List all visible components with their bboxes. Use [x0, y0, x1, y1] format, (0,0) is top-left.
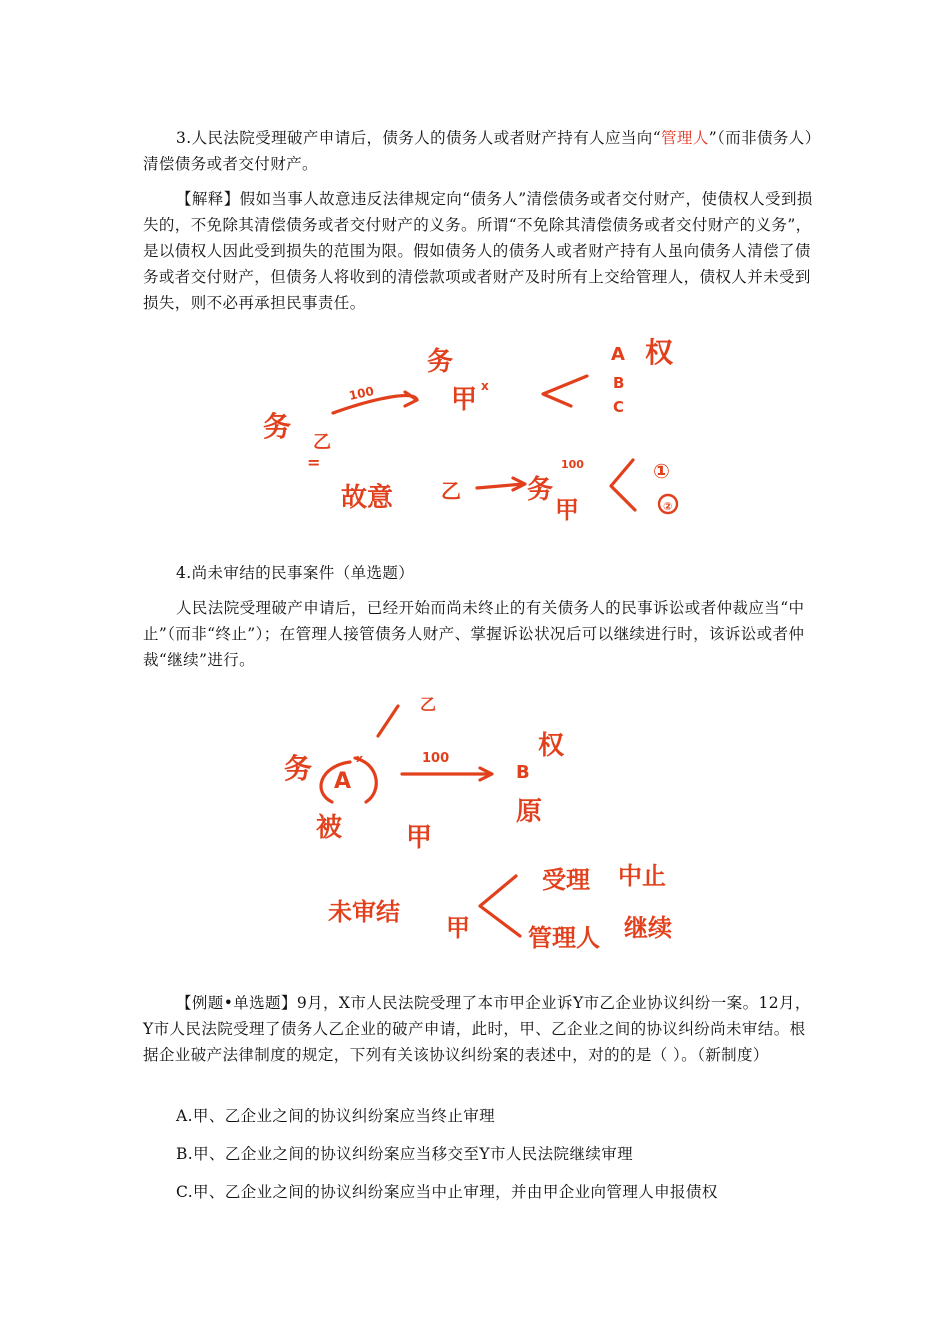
sketch2-jixu: 继续 [624, 914, 672, 942]
sketch1-two: ② [663, 500, 673, 513]
sketch2-B: B [516, 762, 530, 783]
sketch2-weishenjie: 未审结 [328, 898, 400, 926]
sketch2-shouli: 受理 [542, 866, 590, 894]
sketch2-yuan: 原 [516, 797, 543, 827]
section-3-suffix: ”（而非债务人）清偿债务或者交付财产。 [143, 129, 813, 173]
section-4-title: 4.尚未审结的民事案件（单选题） [176, 564, 415, 582]
section-3-paragraph [143, 125, 813, 177]
sketch2-A: A [334, 769, 352, 794]
sketch1-eq: = [307, 453, 321, 472]
sketch1-yi2: 乙 [441, 479, 461, 503]
sketch2-jia2: 甲 [446, 914, 470, 942]
sketch2-zhongzhi: 中止 [618, 862, 666, 890]
sketch1-amount: 100 [347, 384, 376, 403]
sketch1-wu3: 务 [527, 475, 554, 505]
section-4-body: 人民法院受理破产申请后，已经开始而尚未终止的有关债务人的民事诉讼或者仲裁应当“中止”（而非“终止”）；在管理人接管债务人财产、掌握诉讼状况后可以继续进行时，该诉讼或者仲裁“继续”进行。 [143, 599, 805, 669]
sketch1-wu: 务 [263, 410, 292, 443]
explanation-label: 【解释】 [176, 190, 240, 208]
sketch2-bei: 被 [316, 813, 343, 843]
handwritten-sketch-2 [280, 684, 700, 959]
section-3-prefix: 3.人民法院受理破产申请后，债务人的债务人或者财产持有人应当向“ [176, 129, 662, 147]
sketch2-wu: 务 [284, 752, 313, 785]
sketch1-quan: 权 [645, 336, 674, 369]
explanation-text: 假如当事人故意违反法律规定向“债务人”清偿债务或者交付财产，使债权人受到损失的，不免除其清偿债务或者交付财产的义务。所谓“不免除其清偿债务或者交付财产的义务”，是以债权人因此受到损失的范围为限。假如债务人的债务人或者财产持有人虽向债务人清偿了债务或者交付财产，但债务人将收到的清偿款项或者财产及时所有上交给管理人，债权人并未受到损失，则不必再承担民事责任。 [143, 190, 813, 312]
explanation-paragraph [143, 186, 813, 316]
sketch1-one: ① [653, 459, 670, 483]
example-question [143, 990, 813, 1068]
sketch1-C: C [613, 398, 625, 416]
sketch1-amount2: 100 [561, 458, 584, 471]
sketch1-B: B [613, 374, 625, 392]
sketch1-A: A [611, 344, 625, 365]
sketch2-guanliren: 管理人 [528, 924, 600, 952]
sketch1-jia2: 甲 [555, 496, 579, 524]
sketch2-amount: 100 [422, 751, 450, 766]
sketch1-x: x [481, 379, 489, 393]
sketch2-jia: 甲 [406, 823, 433, 853]
sketch1-jia: 甲 [451, 385, 478, 415]
example-label: 【例题•单选题】 [176, 994, 297, 1012]
sketch1-wu2: 务 [427, 347, 454, 377]
sketch2-quan: 权 [538, 731, 565, 761]
handwritten-sketch-1 [255, 318, 705, 533]
sketch2-x: x [356, 752, 364, 765]
option-b: B.甲、乙企业之间的协议纠纷案应当移交至Y市人民法院继续审理 [176, 1145, 634, 1163]
sketch1-yi: 乙 [313, 432, 331, 453]
sketch1-guyi: 故意 [341, 483, 394, 513]
option-a: A.甲、乙企业之间的协议纠纷案应当终止审理 [176, 1107, 496, 1125]
option-c: C.甲、乙企业之间的协议纠纷案应当中止审理，并由甲企业向管理人申报债权 [176, 1183, 718, 1201]
manager-highlight: 管理人 [661, 129, 709, 147]
example-text: 9月，X市人民法院受理了本市甲企业诉Y市乙企业协议纠纷一案。12月，Y市人民法院受理了债务人乙企业的破产申请，此时，甲、乙企业之间的协议纠纷尚未审结。根据企业破产法律制度的规定，下列有关该协议纠纷案的表述中，对的的是（ ）。（新制度） [143, 994, 811, 1064]
sketch2-yi: 乙 [420, 695, 437, 714]
